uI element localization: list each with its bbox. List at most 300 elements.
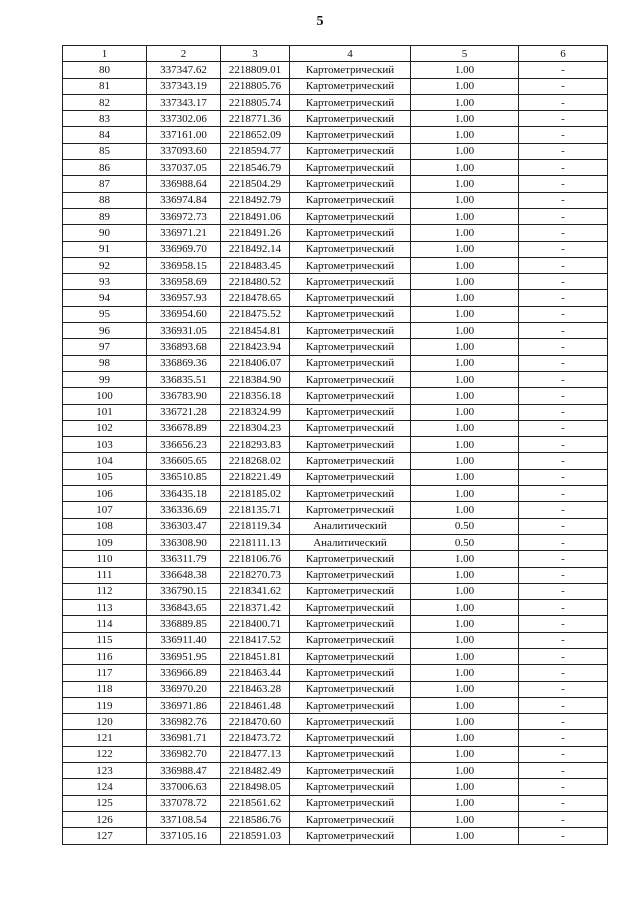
description-cell: - (519, 225, 608, 241)
point-number-cell: 118 (63, 681, 147, 697)
table-row (63, 632, 608, 648)
description-cell: - (519, 176, 608, 192)
description-cell: - (519, 746, 608, 762)
method-cell: Картометрический (290, 323, 411, 339)
table-row (63, 371, 608, 387)
table-row (63, 208, 608, 224)
x-coordinate-cell: 336303.47 (147, 518, 221, 534)
table-row (63, 404, 608, 420)
point-number-cell: 85 (63, 143, 147, 159)
method-cell: Картометрический (290, 779, 411, 795)
description-cell: - (519, 404, 608, 420)
table-row (63, 697, 608, 713)
description-cell: - (519, 371, 608, 387)
table-row (63, 388, 608, 404)
method-cell: Картометрический (290, 306, 411, 322)
y-coordinate-cell: 2218463.44 (221, 665, 290, 681)
description-cell: - (519, 648, 608, 664)
x-coordinate-cell: 336656.23 (147, 437, 221, 453)
point-number-cell: 101 (63, 404, 147, 420)
coordinates-table (62, 45, 608, 845)
description-cell: - (519, 290, 608, 306)
method-cell: Картометрический (290, 763, 411, 779)
accuracy-cell: 1.00 (411, 127, 519, 143)
x-coordinate-cell: 336971.86 (147, 697, 221, 713)
accuracy-cell: 1.00 (411, 192, 519, 208)
accuracy-cell: 1.00 (411, 437, 519, 453)
x-coordinate-cell: 336958.69 (147, 274, 221, 290)
method-cell: Картометрический (290, 453, 411, 469)
x-coordinate-cell: 336648.38 (147, 567, 221, 583)
point-number-cell: 89 (63, 208, 147, 224)
accuracy-cell: 1.00 (411, 502, 519, 518)
description-cell: - (519, 388, 608, 404)
x-coordinate-cell: 336605.65 (147, 453, 221, 469)
table-row (63, 160, 608, 176)
table-row (63, 714, 608, 730)
method-cell: Картометрический (290, 583, 411, 599)
point-number-cell: 112 (63, 583, 147, 599)
x-coordinate-cell: 336958.15 (147, 257, 221, 273)
method-cell: Картометрический (290, 62, 411, 78)
y-coordinate-cell: 2218111.13 (221, 534, 290, 550)
point-number-cell: 80 (63, 62, 147, 78)
point-number-cell: 103 (63, 437, 147, 453)
description-cell: - (519, 518, 608, 534)
y-coordinate-cell: 2218504.29 (221, 176, 290, 192)
point-number-cell: 111 (63, 567, 147, 583)
accuracy-cell: 1.00 (411, 795, 519, 811)
table-row (63, 469, 608, 485)
accuracy-cell: 1.00 (411, 665, 519, 681)
method-cell: Аналитический (290, 534, 411, 550)
table-row (63, 648, 608, 664)
x-coordinate-cell: 336790.15 (147, 583, 221, 599)
point-number-cell: 98 (63, 355, 147, 371)
y-coordinate-cell: 2218423.94 (221, 339, 290, 355)
y-coordinate-cell: 2218805.76 (221, 78, 290, 94)
point-number-cell: 92 (63, 257, 147, 273)
x-coordinate-cell: 336721.28 (147, 404, 221, 420)
y-coordinate-cell: 2218591.03 (221, 828, 290, 844)
x-coordinate-cell: 336893.68 (147, 339, 221, 355)
accuracy-cell: 1.00 (411, 763, 519, 779)
point-number-cell: 108 (63, 518, 147, 534)
table-row (63, 730, 608, 746)
y-coordinate-cell: 2218480.52 (221, 274, 290, 290)
point-number-cell: 96 (63, 323, 147, 339)
table-row (63, 241, 608, 257)
x-coordinate-cell: 337302.06 (147, 111, 221, 127)
table-row (63, 420, 608, 436)
accuracy-cell: 0.50 (411, 534, 519, 550)
table-header (63, 46, 608, 62)
x-coordinate-cell: 337343.19 (147, 78, 221, 94)
y-coordinate-cell: 2218482.49 (221, 763, 290, 779)
method-cell: Картометрический (290, 828, 411, 844)
table-row (63, 779, 608, 795)
description-cell: - (519, 697, 608, 713)
point-number-cell: 104 (63, 453, 147, 469)
table-row (63, 600, 608, 616)
point-number-cell: 91 (63, 241, 147, 257)
table-row (63, 518, 608, 534)
point-number-cell: 83 (63, 111, 147, 127)
description-cell: - (519, 78, 608, 94)
accuracy-cell: 1.00 (411, 208, 519, 224)
description-cell: - (519, 420, 608, 436)
point-number-cell: 113 (63, 600, 147, 616)
point-number-cell: 122 (63, 746, 147, 762)
description-cell: - (519, 665, 608, 681)
point-number-cell: 117 (63, 665, 147, 681)
method-cell: Картометрический (290, 78, 411, 94)
description-cell: - (519, 306, 608, 322)
point-number-cell: 123 (63, 763, 147, 779)
point-number-cell: 105 (63, 469, 147, 485)
accuracy-cell: 1.00 (411, 828, 519, 844)
method-cell: Картометрический (290, 127, 411, 143)
description-cell: - (519, 143, 608, 159)
table-row (63, 306, 608, 322)
table-row (63, 502, 608, 518)
table-row (63, 78, 608, 94)
y-coordinate-cell: 2218356.18 (221, 388, 290, 404)
description-cell: - (519, 437, 608, 453)
accuracy-cell: 1.00 (411, 388, 519, 404)
x-coordinate-cell: 336889.85 (147, 616, 221, 632)
y-coordinate-cell: 2218561.62 (221, 795, 290, 811)
y-coordinate-cell: 2218185.02 (221, 486, 290, 502)
header-cell-5: 5 (411, 46, 519, 62)
accuracy-cell: 1.00 (411, 600, 519, 616)
point-number-cell: 86 (63, 160, 147, 176)
y-coordinate-cell: 2218805.74 (221, 94, 290, 110)
method-cell: Картометрический (290, 502, 411, 518)
x-coordinate-cell: 337343.17 (147, 94, 221, 110)
description-cell: - (519, 795, 608, 811)
accuracy-cell: 1.00 (411, 469, 519, 485)
y-coordinate-cell: 2218304.23 (221, 420, 290, 436)
point-number-cell: 106 (63, 486, 147, 502)
accuracy-cell: 1.00 (411, 274, 519, 290)
point-number-cell: 82 (63, 94, 147, 110)
x-coordinate-cell: 336966.89 (147, 665, 221, 681)
x-coordinate-cell: 336678.89 (147, 420, 221, 436)
description-cell: - (519, 486, 608, 502)
x-coordinate-cell: 336988.64 (147, 176, 221, 192)
x-coordinate-cell: 336911.40 (147, 632, 221, 648)
y-coordinate-cell: 2218809.01 (221, 62, 290, 78)
x-coordinate-cell: 337108.54 (147, 811, 221, 827)
y-coordinate-cell: 2218268.02 (221, 453, 290, 469)
y-coordinate-cell: 2218652.09 (221, 127, 290, 143)
y-coordinate-cell: 2218106.76 (221, 551, 290, 567)
x-coordinate-cell: 336981.71 (147, 730, 221, 746)
header-cell-6: 6 (519, 46, 608, 62)
accuracy-cell: 1.00 (411, 632, 519, 648)
method-cell: Картометрический (290, 632, 411, 648)
table-row (63, 583, 608, 599)
table-row (63, 257, 608, 273)
x-coordinate-cell: 336783.90 (147, 388, 221, 404)
table-row (63, 94, 608, 110)
x-coordinate-cell: 336974.84 (147, 192, 221, 208)
table-row (63, 143, 608, 159)
description-cell: - (519, 502, 608, 518)
point-number-cell: 110 (63, 551, 147, 567)
point-number-cell: 93 (63, 274, 147, 290)
y-coordinate-cell: 2218324.99 (221, 404, 290, 420)
header-row (63, 46, 608, 62)
y-coordinate-cell: 2218470.60 (221, 714, 290, 730)
accuracy-cell: 1.00 (411, 404, 519, 420)
method-cell: Картометрический (290, 290, 411, 306)
table-row (63, 763, 608, 779)
method-cell: Картометрический (290, 811, 411, 827)
point-number-cell: 100 (63, 388, 147, 404)
description-cell: - (519, 127, 608, 143)
method-cell: Картометрический (290, 469, 411, 485)
accuracy-cell: 1.00 (411, 486, 519, 502)
x-coordinate-cell: 337093.60 (147, 143, 221, 159)
y-coordinate-cell: 2218406.07 (221, 355, 290, 371)
description-cell: - (519, 241, 608, 257)
y-coordinate-cell: 2218463.28 (221, 681, 290, 697)
x-coordinate-cell: 336931.05 (147, 323, 221, 339)
y-coordinate-cell: 2218400.71 (221, 616, 290, 632)
method-cell: Картометрический (290, 192, 411, 208)
y-coordinate-cell: 2218492.14 (221, 241, 290, 257)
x-coordinate-cell: 336308.90 (147, 534, 221, 550)
accuracy-cell: 1.00 (411, 225, 519, 241)
y-coordinate-cell: 2218483.45 (221, 257, 290, 273)
table-row (63, 111, 608, 127)
description-cell: - (519, 730, 608, 746)
method-cell: Картометрический (290, 795, 411, 811)
method-cell: Картометрический (290, 697, 411, 713)
x-coordinate-cell: 337078.72 (147, 795, 221, 811)
method-cell: Картометрический (290, 600, 411, 616)
description-cell: - (519, 453, 608, 469)
description-cell: - (519, 339, 608, 355)
x-coordinate-cell: 336510.85 (147, 469, 221, 485)
accuracy-cell: 1.00 (411, 143, 519, 159)
description-cell: - (519, 567, 608, 583)
y-coordinate-cell: 2218491.06 (221, 208, 290, 224)
y-coordinate-cell: 2218477.13 (221, 746, 290, 762)
description-cell: - (519, 600, 608, 616)
y-coordinate-cell: 2218135.71 (221, 502, 290, 518)
y-coordinate-cell: 2218417.52 (221, 632, 290, 648)
point-number-cell: 125 (63, 795, 147, 811)
y-coordinate-cell: 2218498.05 (221, 779, 290, 795)
point-number-cell: 121 (63, 730, 147, 746)
y-coordinate-cell: 2218478.65 (221, 290, 290, 306)
method-cell: Картометрический (290, 486, 411, 502)
x-coordinate-cell: 337037.05 (147, 160, 221, 176)
header-cell-1: 1 (63, 46, 147, 62)
method-cell: Картометрический (290, 208, 411, 224)
method-cell: Аналитический (290, 518, 411, 534)
accuracy-cell: 1.00 (411, 648, 519, 664)
table-row (63, 339, 608, 355)
accuracy-cell: 1.00 (411, 714, 519, 730)
point-number-cell: 116 (63, 648, 147, 664)
y-coordinate-cell: 2218492.79 (221, 192, 290, 208)
description-cell: - (519, 681, 608, 697)
point-number-cell: 124 (63, 779, 147, 795)
point-number-cell: 99 (63, 371, 147, 387)
accuracy-cell: 1.00 (411, 567, 519, 583)
accuracy-cell: 1.00 (411, 306, 519, 322)
table-row (63, 828, 608, 844)
y-coordinate-cell: 2218546.79 (221, 160, 290, 176)
point-number-cell: 119 (63, 697, 147, 713)
x-coordinate-cell: 336972.73 (147, 208, 221, 224)
table-row (63, 355, 608, 371)
description-cell: - (519, 779, 608, 795)
method-cell: Картометрический (290, 143, 411, 159)
y-coordinate-cell: 2218771.36 (221, 111, 290, 127)
table-row (63, 192, 608, 208)
table-row (63, 616, 608, 632)
description-cell: - (519, 632, 608, 648)
description-cell: - (519, 208, 608, 224)
accuracy-cell: 0.50 (411, 518, 519, 534)
method-cell: Картометрический (290, 388, 411, 404)
description-cell: - (519, 323, 608, 339)
description-cell: - (519, 534, 608, 550)
point-number-cell: 114 (63, 616, 147, 632)
description-cell: - (519, 828, 608, 844)
accuracy-cell: 1.00 (411, 420, 519, 436)
x-coordinate-cell: 336951.95 (147, 648, 221, 664)
table-row (63, 176, 608, 192)
y-coordinate-cell: 2218293.83 (221, 437, 290, 453)
description-cell: - (519, 763, 608, 779)
method-cell: Картометрический (290, 714, 411, 730)
table-row (63, 665, 608, 681)
point-number-cell: 90 (63, 225, 147, 241)
description-cell: - (519, 551, 608, 567)
description-cell: - (519, 469, 608, 485)
description-cell: - (519, 583, 608, 599)
method-cell: Картометрический (290, 111, 411, 127)
point-number-cell: 107 (63, 502, 147, 518)
x-coordinate-cell: 336311.79 (147, 551, 221, 567)
description-cell: - (519, 62, 608, 78)
accuracy-cell: 1.00 (411, 257, 519, 273)
method-cell: Картометрический (290, 437, 411, 453)
x-coordinate-cell: 337161.00 (147, 127, 221, 143)
table-row (63, 567, 608, 583)
x-coordinate-cell: 336954.60 (147, 306, 221, 322)
method-cell: Картометрический (290, 274, 411, 290)
accuracy-cell: 1.00 (411, 290, 519, 306)
accuracy-cell: 1.00 (411, 583, 519, 599)
description-cell: - (519, 714, 608, 730)
description-cell: - (519, 94, 608, 110)
y-coordinate-cell: 2218451.81 (221, 648, 290, 664)
table-row (63, 437, 608, 453)
description-cell: - (519, 192, 608, 208)
table-row (63, 453, 608, 469)
x-coordinate-cell: 336988.47 (147, 763, 221, 779)
accuracy-cell: 1.00 (411, 746, 519, 762)
y-coordinate-cell: 2218475.52 (221, 306, 290, 322)
x-coordinate-cell: 337105.16 (147, 828, 221, 844)
point-number-cell: 127 (63, 828, 147, 844)
description-cell: - (519, 274, 608, 290)
method-cell: Картометрический (290, 94, 411, 110)
x-coordinate-cell: 336982.70 (147, 746, 221, 762)
point-number-cell: 87 (63, 176, 147, 192)
table-row (63, 486, 608, 502)
point-number-cell: 81 (63, 78, 147, 94)
x-coordinate-cell: 337006.63 (147, 779, 221, 795)
method-cell: Картометрический (290, 257, 411, 273)
point-number-cell: 102 (63, 420, 147, 436)
method-cell: Картометрический (290, 730, 411, 746)
description-cell: - (519, 257, 608, 273)
point-number-cell: 109 (63, 534, 147, 550)
table-row (63, 746, 608, 762)
point-number-cell: 94 (63, 290, 147, 306)
method-cell: Картометрический (290, 371, 411, 387)
y-coordinate-cell: 2218454.81 (221, 323, 290, 339)
y-coordinate-cell: 2218491.26 (221, 225, 290, 241)
method-cell: Картометрический (290, 746, 411, 762)
x-coordinate-cell: 336957.93 (147, 290, 221, 306)
description-cell: - (519, 355, 608, 371)
table-row (63, 127, 608, 143)
accuracy-cell: 1.00 (411, 323, 519, 339)
method-cell: Картометрический (290, 648, 411, 664)
table-row (63, 811, 608, 827)
y-coordinate-cell: 2218221.49 (221, 469, 290, 485)
page-number: 5 (316, 14, 324, 29)
accuracy-cell: 1.00 (411, 78, 519, 94)
y-coordinate-cell: 2218586.76 (221, 811, 290, 827)
description-cell: - (519, 160, 608, 176)
header-cell-2: 2 (147, 46, 221, 62)
accuracy-cell: 1.00 (411, 551, 519, 567)
accuracy-cell: 1.00 (411, 730, 519, 746)
accuracy-cell: 1.00 (411, 697, 519, 713)
description-cell: - (519, 811, 608, 827)
accuracy-cell: 1.00 (411, 355, 519, 371)
accuracy-cell: 1.00 (411, 176, 519, 192)
method-cell: Картометрический (290, 339, 411, 355)
table-row (63, 534, 608, 550)
table-row (63, 290, 608, 306)
x-coordinate-cell: 336869.36 (147, 355, 221, 371)
y-coordinate-cell: 2218371.42 (221, 600, 290, 616)
point-number-cell: 126 (63, 811, 147, 827)
table-row (63, 323, 608, 339)
y-coordinate-cell: 2218461.48 (221, 697, 290, 713)
point-number-cell: 88 (63, 192, 147, 208)
table-body (63, 62, 608, 844)
method-cell: Картометрический (290, 681, 411, 697)
x-coordinate-cell: 336835.51 (147, 371, 221, 387)
method-cell: Картометрический (290, 551, 411, 567)
accuracy-cell: 1.00 (411, 62, 519, 78)
method-cell: Картометрический (290, 616, 411, 632)
y-coordinate-cell: 2218119.34 (221, 518, 290, 534)
y-coordinate-cell: 2218341.62 (221, 583, 290, 599)
